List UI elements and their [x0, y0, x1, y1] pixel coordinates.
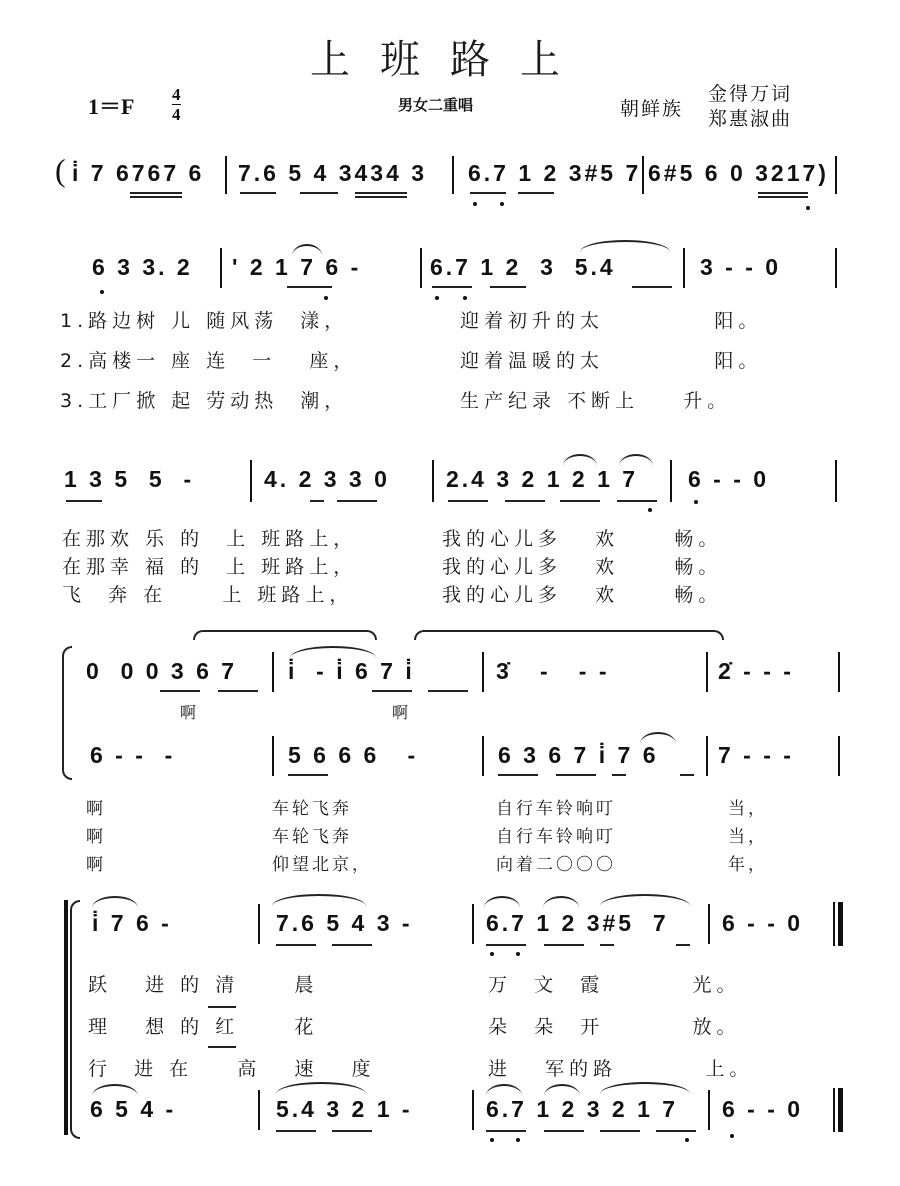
- barline: [272, 736, 274, 776]
- underline: [130, 192, 182, 194]
- low-dot: [806, 206, 810, 210]
- barline: [708, 904, 710, 944]
- low-dot: [730, 1134, 734, 1138]
- barline: [835, 248, 837, 288]
- final-lyric-line-3: 行 进 在 高 速 度 进 军的路 上。: [88, 1058, 754, 1080]
- underline: [490, 286, 526, 288]
- lyric-line-1: 1.路边树 儿 随风荡 漾， 迎着初升的太 阳。: [60, 310, 763, 332]
- staff-intro: [0, 150, 900, 210]
- underline: [372, 690, 412, 692]
- underline: [486, 1130, 526, 1132]
- slur: [600, 894, 690, 906]
- measure-1: 6 3 3. 2: [92, 254, 193, 280]
- underline: [600, 944, 614, 946]
- barline: [225, 156, 227, 194]
- barline: [833, 902, 835, 946]
- duet-lyric-line-1: 啊 车轮飞奔 自行车铃响叮 当，: [86, 799, 768, 819]
- measure-3: 6.7 1 2 3#5 7: [468, 160, 642, 186]
- slur: [276, 1082, 366, 1094]
- underline: [160, 690, 200, 692]
- underline: [656, 1130, 696, 1132]
- underline: [600, 1130, 640, 1132]
- time-signature: [172, 86, 181, 123]
- lyric-line-3: 飞 奔 在 上 班路上， 我的心儿多 欢 畅。: [62, 584, 723, 606]
- underline: [332, 1130, 372, 1132]
- low-dot: [100, 290, 104, 294]
- barline: [706, 736, 708, 776]
- measure-2: ' 2 1 7 6 -: [232, 254, 362, 280]
- staff-chorus: [0, 452, 900, 622]
- upper-measure-2: 7.6 5 4 3 -: [276, 910, 413, 936]
- low-dot: [648, 508, 652, 512]
- barline: [258, 1090, 260, 1130]
- barline: [706, 652, 708, 692]
- underline: [470, 192, 506, 194]
- open-paren: (: [55, 152, 66, 188]
- staff-final: [0, 886, 900, 1186]
- barline: [482, 652, 484, 692]
- low-dot: [685, 1138, 689, 1142]
- low-dot: [490, 1138, 494, 1142]
- barline: [452, 156, 454, 194]
- barline: [838, 736, 840, 776]
- upper-measure-1: 0 0 0 3 6 7: [86, 658, 238, 684]
- underline: [355, 196, 407, 198]
- duet-lyric-line-2: 啊 车轮飞奔 自行车铃响叮 当，: [86, 827, 768, 847]
- measure-3: 2.4 3 2 1 2 1 7: [446, 466, 639, 492]
- lower-measure-4: 6 - - 0: [722, 1096, 804, 1122]
- barline: [708, 1090, 710, 1130]
- ethnicity-label: 朝鲜族: [620, 98, 684, 120]
- lower-measure-1: 6 - - -: [90, 742, 176, 768]
- system-bracket: [64, 900, 68, 1135]
- lyric-line-3: 3.工厂掀 起 劳动热 潮， 生产纪录 不断上 升。: [60, 390, 732, 412]
- low-dot: [516, 1138, 520, 1142]
- measure-4: 6#5 6 0 3217): [648, 160, 829, 186]
- barline: [432, 460, 434, 502]
- system-brace: [62, 646, 72, 780]
- slur: [600, 1082, 690, 1094]
- time-denominator: 4: [172, 105, 181, 124]
- underline: [505, 500, 545, 502]
- upper-measure-3: 3̇ - - -: [496, 658, 610, 684]
- lyric-line-2: 2.高楼一 座 连 一 座， 迎着温暖的太 阳。: [60, 350, 763, 372]
- barline: [670, 460, 672, 502]
- underline: [612, 774, 626, 776]
- barline: [250, 460, 252, 502]
- final-lyric-line-2: 理 想 的 红 花 朵 朵 开 放。: [88, 1016, 741, 1038]
- underline: [66, 500, 102, 502]
- barline: [833, 1088, 835, 1132]
- upper-measure-4: 2̇ - - -: [718, 658, 794, 684]
- key-signature: 1＝F: [88, 94, 135, 119]
- underline: [310, 500, 324, 502]
- slur: [290, 646, 376, 658]
- upper-measure-4: 6 - - 0: [722, 910, 804, 936]
- low-dot: [500, 202, 504, 206]
- phrase-slur: [414, 630, 724, 640]
- underline: [276, 1130, 316, 1132]
- slur: [486, 1084, 522, 1096]
- lower-measure-2: 5 6 6 6 -: [288, 742, 419, 768]
- underline: [632, 286, 672, 288]
- underline: [428, 690, 468, 692]
- lower-measure-3: 6.7 1 2 3 2 1 7: [486, 1096, 679, 1122]
- final-lyric-line-1: 跃 进 的 清 晨 万 文 霞 光。: [88, 974, 741, 996]
- measure-4: 3 - - 0: [700, 254, 782, 280]
- slur: [563, 454, 597, 466]
- measure-1: 1 3 5 5 -: [64, 466, 195, 492]
- lyric-underline: [208, 1046, 236, 1048]
- underline: [556, 774, 596, 776]
- measure-4: 6 - - 0: [688, 466, 770, 492]
- upper-lyric-1: 啊: [180, 703, 202, 722]
- underline: [287, 286, 332, 288]
- underline: [300, 192, 338, 194]
- underline: [288, 774, 328, 776]
- underline: [518, 192, 554, 194]
- staff-verse: [0, 240, 900, 430]
- underline: [432, 286, 472, 288]
- low-dot: [516, 952, 520, 956]
- underline: [758, 196, 808, 198]
- phrase-slur: [193, 630, 377, 640]
- measure-1: i̇ 7 6767 6: [72, 160, 205, 186]
- barline: [272, 652, 274, 692]
- slur: [92, 896, 138, 908]
- low-dot: [435, 296, 439, 300]
- underline: [276, 944, 316, 946]
- slur: [272, 894, 366, 906]
- song-title: 上班路上: [310, 37, 590, 83]
- slur: [92, 1084, 138, 1096]
- lower-measure-3: 6 3 6 7 i̇ 7 6: [498, 742, 659, 768]
- underline: [560, 500, 600, 502]
- barline: [642, 156, 644, 194]
- credits: [708, 82, 792, 132]
- final-barline: [838, 1088, 843, 1132]
- lyric-line-2: 在那幸 福 的 上 班路上， 我的心儿多 欢 畅。: [62, 556, 723, 578]
- underline: [240, 192, 276, 194]
- low-dot: [694, 500, 698, 504]
- slur: [543, 896, 579, 908]
- slur: [580, 240, 670, 252]
- underline: [544, 1130, 584, 1132]
- lower-measure-4: 7 - - -: [718, 742, 794, 768]
- barline: [220, 248, 222, 288]
- underline: [337, 500, 377, 502]
- low-dot: [473, 202, 477, 206]
- underline: [486, 944, 526, 946]
- underline: [448, 500, 488, 502]
- underline: [617, 500, 657, 502]
- barline: [683, 248, 685, 288]
- underline: [332, 944, 372, 946]
- underline: [355, 192, 407, 194]
- measure-2: 4. 2 3 3 0: [264, 466, 390, 492]
- upper-lyric-2: 啊: [392, 703, 414, 722]
- barline: [420, 248, 422, 288]
- underline: [544, 944, 584, 946]
- measure-2: 7.6 5 4 3434 3: [238, 160, 428, 186]
- barline: [472, 904, 474, 944]
- slur: [619, 454, 653, 466]
- slur: [544, 1084, 580, 1096]
- barline: [482, 736, 484, 776]
- barline: [838, 652, 840, 692]
- final-barline: [838, 902, 843, 946]
- duet-lyric-line-3: 啊 仰望北京， 向着二〇〇〇 年，: [86, 855, 768, 875]
- lyricist-credit: 金得万词: [708, 83, 793, 105]
- underline: [218, 690, 258, 692]
- staff-duet: [0, 624, 900, 884]
- underline: [498, 774, 538, 776]
- barline: [258, 904, 260, 944]
- voicing-label: 男女二重唱: [398, 96, 474, 114]
- barline: [835, 156, 837, 194]
- underline: [758, 192, 808, 194]
- lyric-underline: [208, 1006, 236, 1008]
- barline: [835, 460, 837, 502]
- lower-measure-1: 6 5 4 -: [90, 1096, 177, 1122]
- underline: [676, 944, 690, 946]
- system-brace: [70, 900, 80, 1139]
- low-dot: [490, 952, 494, 956]
- lower-measure-2: 5.4 3 2 1 -: [276, 1096, 413, 1122]
- lyric-line-1: 在那欢 乐 的 上 班路上， 我的心儿多 欢 畅。: [62, 528, 723, 550]
- upper-measure-2: i̇ - i̇ 6 7 i̇: [288, 658, 415, 684]
- time-numerator: 4: [172, 85, 181, 104]
- low-dot: [463, 296, 467, 300]
- low-dot: [324, 296, 328, 300]
- measure-3: 6.7 1 2 3 5.4: [430, 254, 616, 280]
- composer-credit: 郑惠淑曲: [708, 108, 793, 130]
- underline: [680, 774, 694, 776]
- barline: [472, 1090, 474, 1130]
- upper-measure-1: i̇ 7 6 -: [92, 910, 172, 936]
- underline: [130, 196, 182, 198]
- slur: [484, 896, 520, 908]
- upper-measure-3: 6.7 1 2 3#5 7: [486, 910, 669, 936]
